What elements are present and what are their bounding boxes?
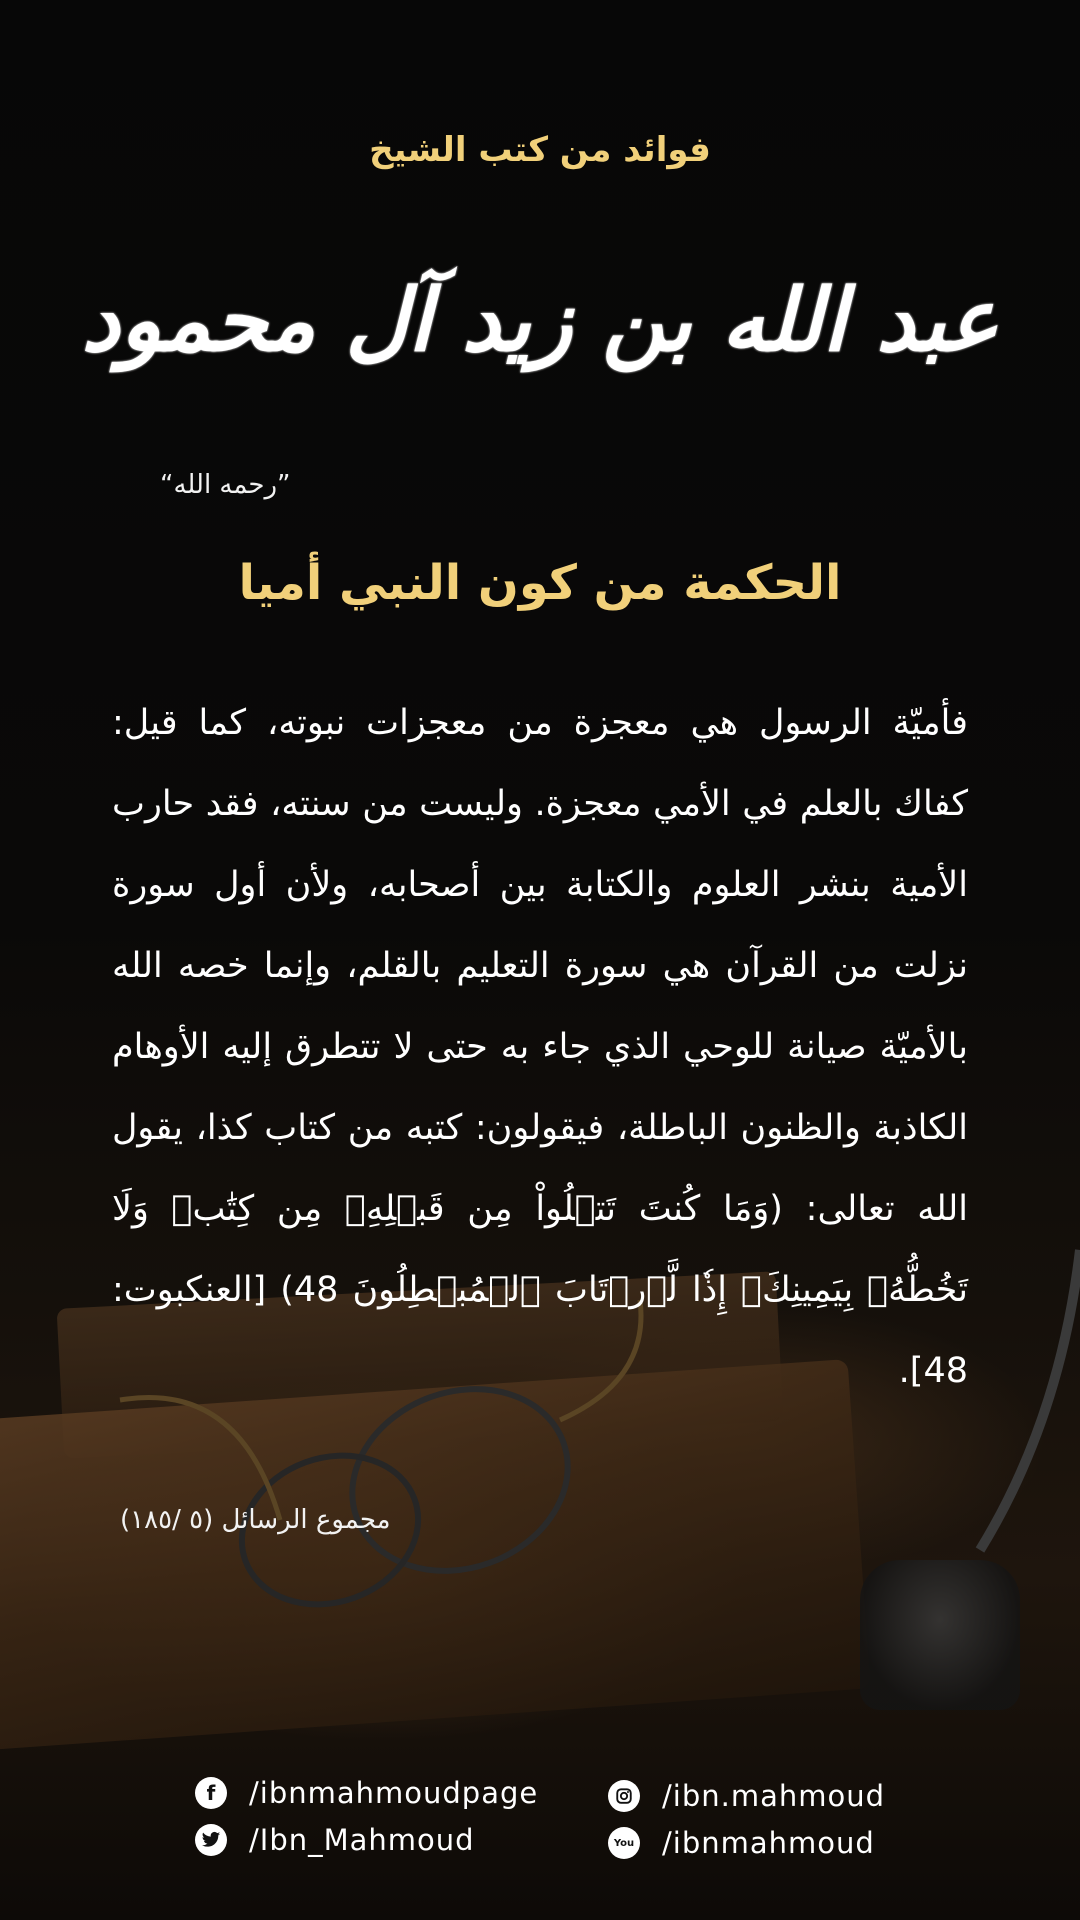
honorific-text: ”رحمه الله“	[160, 470, 291, 500]
article-title: الحكمة من كون النبي أميا	[238, 555, 842, 611]
social-twitter[interactable]	[195, 1822, 475, 1858]
youtube-icon: You	[608, 1827, 640, 1859]
social-facebook[interactable]	[195, 1775, 538, 1811]
series-subtitle: فوائد من كتب الشيخ	[369, 130, 711, 170]
youtube-handle[interactable]: /ibnmahmoud	[662, 1826, 875, 1860]
twitter-handle[interactable]: /Ibn_Mahmoud	[249, 1823, 475, 1857]
instagram-icon	[608, 1780, 640, 1812]
sheikh-name-calligraphy: عبد الله بن زيد آل محمود	[81, 270, 999, 371]
twitter-icon	[195, 1824, 227, 1856]
article-body: فأميّة الرسول هي معجزة من معجزات نبوته، كما قيل: كفاك بالعلم في الأمي معجزة. وليست من سنته، فقد حارب الأمية بنشر العلوم والكتابة بين أصحابه، ولأن أول سورة نزلت من القرآن هي سورة التعليم بالقلم، وإنما خصه الله بالأميّة صيانة للوحي الذي جاء به حتى لا تتطرق إليه الأوهام الكاذبة والظنون الباطلة، فيقولون: كتبه من كتاب كذا، يقول الله تعالى: (وَمَا كُنتَ تَتۡلُواْ مِن قَبۡلِهِۦ مِن كِتَٰبٖ وَلَا تَخُطُّهُۥ بِيَمِينِكَۖ إِذٗا لَّٱرۡتَابَ ٱلۡمُبۡطِلُونَ 48) [العنكبوت: 48].	[112, 703, 968, 1391]
social-instagram[interactable]	[608, 1778, 885, 1814]
facebook-handle[interactable]: /ibnmahmoudpage	[249, 1776, 539, 1810]
instagram-handle[interactable]: /ibn.mahmoud	[662, 1779, 886, 1813]
source-citation: مجموع الرسائل (٥ /١٨٥)	[120, 1505, 391, 1535]
facebook-icon: f	[195, 1777, 227, 1809]
social-youtube[interactable]	[608, 1825, 875, 1861]
